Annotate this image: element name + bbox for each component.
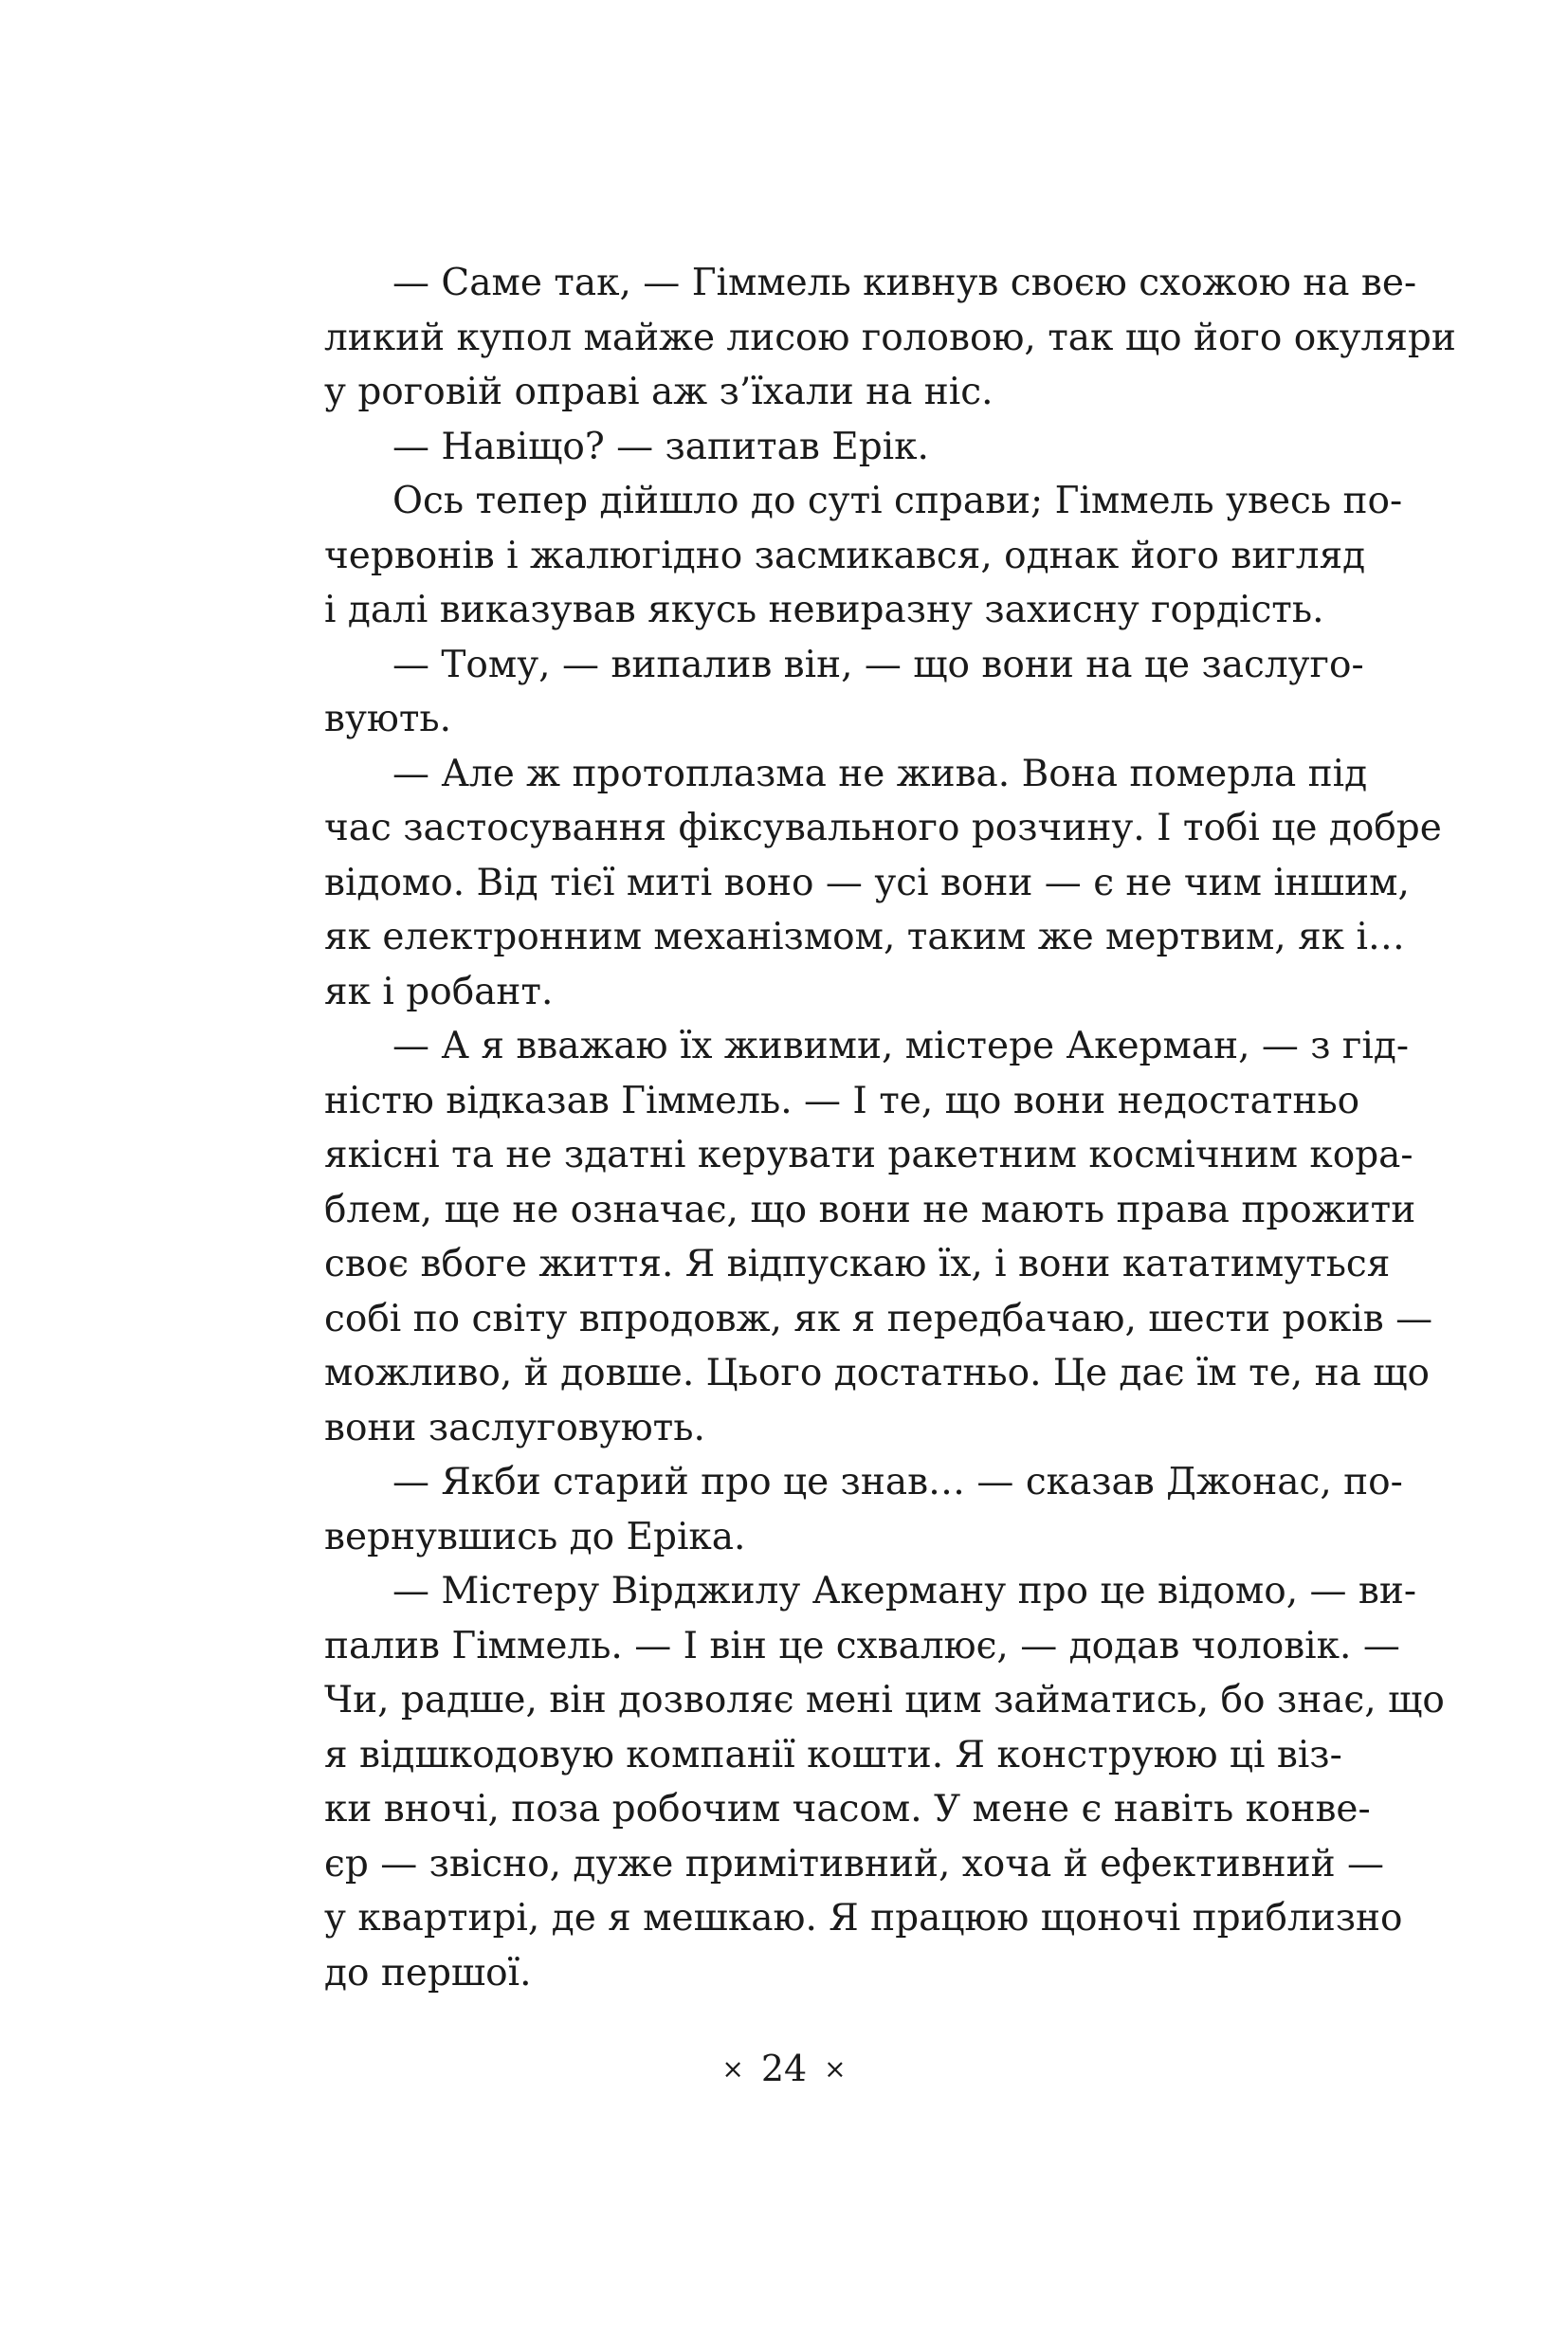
text-line: — Містеру Вірджилу Акерману про це відомо, — ви- bbox=[392, 1570, 1417, 1612]
text-line: вони заслуговують. bbox=[324, 1406, 705, 1449]
text-line: блем, ще не означає, що вони не мають права прожити bbox=[324, 1188, 1416, 1231]
text-line: якісні та не здатні керувати ракетним космічним кора- bbox=[324, 1134, 1413, 1176]
text-line: час застосування фіксувального розчину. І тобі це добре bbox=[324, 807, 1442, 849]
text-line: — Якби старий про це знав… — сказав Джонас, по- bbox=[392, 1461, 1403, 1503]
text-line: до першої. bbox=[324, 1951, 532, 1995]
text-line: ки вночі, поза робочим часом. У мене є навіть конве- bbox=[324, 1788, 1371, 1831]
text-line: вують. bbox=[324, 698, 452, 740]
text-line: ликий купол майже лисою головою, так що його окуляри bbox=[324, 316, 1456, 359]
page-number: 24 bbox=[760, 2048, 808, 2089]
text-line: я відшкодовую компанії кошти. Я конструюю ці віз- bbox=[324, 1733, 1342, 1776]
text-line: палив Гіммель. — І він це схвалює, — додав чоловік. — bbox=[324, 1624, 1400, 1667]
text-line: — Тому, — випалив він, — що вони на це заслуго- bbox=[392, 643, 1364, 686]
text-line: ністю відказав Гіммель. — І те, що вони недостатньо bbox=[324, 1079, 1360, 1122]
text-line: і далі виказував якусь невиразну захисну гордість. bbox=[324, 589, 1324, 631]
text-line: у роговій оправі аж з’їхали на ніс. bbox=[324, 371, 994, 413]
body-text bbox=[324, 256, 1456, 2000]
page-number-mark-right: × bbox=[824, 2053, 847, 2085]
text-line: як і робант. bbox=[324, 970, 554, 1013]
text-line: — Навіщо? — запитав Ерік. bbox=[392, 425, 929, 468]
text-line: вернувшись до Еріка. bbox=[324, 1515, 746, 1558]
text-line: можливо, й довше. Цього достатньо. Це дає їм те, на що bbox=[324, 1352, 1430, 1394]
text-line: Ось тепер дійшло до суті справи; Гіммель увесь по- bbox=[392, 480, 1403, 522]
text-line: своє вбоге життя. Я відпускаю їх, і вони кататимуться bbox=[324, 1243, 1391, 1285]
text-line: собі по світу впродовж, як я передбачаю, шести років — bbox=[324, 1297, 1433, 1340]
page-footer bbox=[0, 2048, 1568, 2089]
text-line: Чи, радше, він дозволяє мені цим займатись, бо знає, що bbox=[324, 1679, 1445, 1722]
text-line: червонів і жалюгідно засмикався, однак його вигляд bbox=[324, 534, 1366, 577]
text-line: — Але ж протоплазма не жива. Вона померла під bbox=[392, 752, 1368, 795]
page-number-mark-left: × bbox=[721, 2053, 744, 2085]
text-line: відомо. Від тієї миті воно — усі вони — є не чим іншим, bbox=[324, 861, 1410, 904]
text-line: — Саме так, — Гіммель кивнув своєю схожою на ве- bbox=[392, 262, 1417, 304]
text-line: у квартирі, де я мешкаю. Я працюю щоночі приблизно bbox=[324, 1897, 1403, 1940]
text-line: єр — звісно, дуже примітивний, хоча й ефективний — bbox=[324, 1842, 1385, 1885]
text-line: як електронним механізмом, таким же мертвим, як і… bbox=[324, 916, 1405, 958]
text-line: — А я вважаю їх живими, містере Акерман, — з гід- bbox=[392, 1025, 1410, 1067]
